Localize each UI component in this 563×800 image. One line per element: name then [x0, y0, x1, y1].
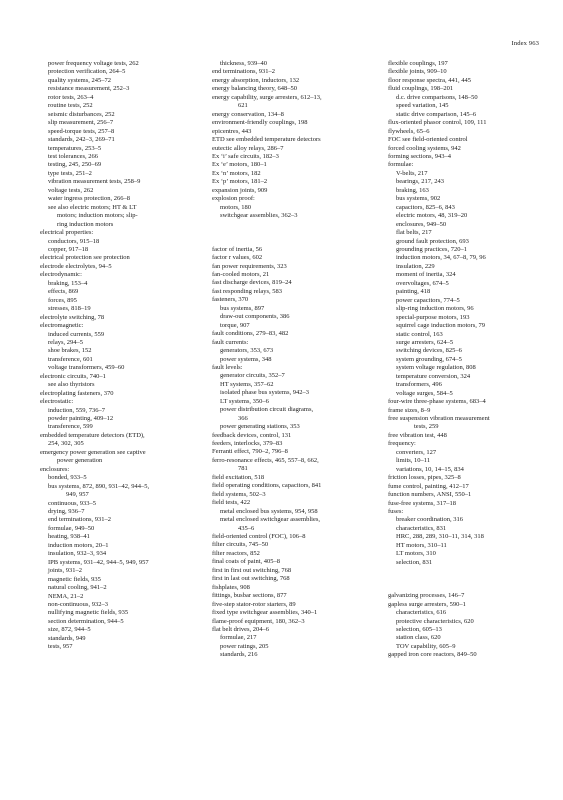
index-subentry: characteristics, 831	[396, 524, 447, 532]
index-subentry: generators, 353, 673	[220, 347, 274, 355]
index-entry: Ex ‘n’ motors, 182	[212, 169, 261, 177]
index-entry: formulae:	[388, 161, 414, 169]
index-subentry: quality systems, 245–72	[48, 76, 112, 84]
index-subentry: size, 872, 944–5	[48, 626, 91, 634]
index-entry: fixed type switchgear assemblies, 340–1	[212, 609, 318, 617]
index-subentry: joints, 931–2	[48, 567, 82, 575]
index-entry: emergency power generation see captive	[40, 448, 146, 456]
index-subentry: 366	[238, 414, 248, 422]
index-subentry: static drive comparison, 145–6	[396, 110, 477, 118]
index-subentry: LT motors, 310	[396, 550, 436, 558]
index-subentry: protection verification, 264–5	[48, 68, 126, 76]
index-subentry: speed variation, 145	[396, 102, 449, 110]
index-column-2	[212, 60, 390, 660]
index-subentry: 781	[238, 465, 248, 473]
index-subentry: formulae, 949–50	[48, 524, 95, 532]
index-subentry: insulation, 932–3, 934	[48, 550, 107, 558]
index-entry: filter circuits, 745–50	[212, 541, 269, 549]
index-subentry: power generating stations, 353	[220, 423, 300, 431]
index-entry: fluid couplings, 198–201	[388, 85, 454, 93]
index-subentry: selection, 831	[396, 558, 433, 566]
index-entry: flexible couplings, 197	[388, 60, 448, 67]
index-subentry: flat belts, 217	[396, 229, 432, 237]
index-entry: electrostatic:	[40, 398, 74, 406]
index-subentry: drying, 936–7	[48, 508, 85, 516]
index-subentry: voltage transformers, 459–60	[48, 364, 125, 372]
index-subentry: painting, 418	[396, 288, 431, 296]
index-entry: gapped iron core reactors, 849–50	[388, 651, 477, 659]
header-label: Index	[511, 40, 528, 47]
index-entry: forming sections, 943–4	[388, 152, 452, 160]
index-subentry: power distribution circuit diagrams,	[220, 406, 314, 414]
index-subentry: standards, 949	[48, 634, 86, 642]
index-entry: electrodynamic:	[40, 271, 82, 279]
index-entry: floor response spectra, 441, 445	[388, 76, 472, 84]
index-entry: field systems, 502–3	[212, 490, 266, 498]
index-entry: friction losses, pipes, 325–8	[388, 474, 461, 482]
letter-section-gap	[388, 567, 558, 592]
index-entry: electrolyte switching, 78	[40, 313, 105, 321]
index-subentry: HT systems, 357–62	[220, 380, 274, 388]
index-entry: free vibration test, 448	[388, 431, 447, 439]
index-entry: energy conservation, 134–8	[212, 110, 284, 118]
index-subentry: selection, 605–13	[396, 626, 442, 633]
index-subentry: induction motors, 34, 67–8, 79, 96	[396, 254, 486, 262]
index-subentry: test tolerances, 266	[48, 152, 98, 160]
index-entry: gapless surge arresters, 590–1	[388, 600, 466, 608]
index-subentry: torque, 907	[220, 321, 250, 329]
index-subentry: transference, 599	[48, 423, 93, 431]
index-subentry: generator circuits, 352–7	[220, 372, 285, 380]
index-subentry: motors, 180	[220, 203, 252, 211]
index-subentry: bearings, 217, 243	[396, 178, 445, 186]
index-entry: electrical properties:	[40, 229, 94, 237]
index-subentry: 254, 302, 305	[48, 440, 84, 448]
index-column-3	[388, 60, 558, 660]
index-subentry: overvoltages, 674–5	[396, 279, 449, 287]
index-subentry: braking, 153–4	[48, 279, 88, 287]
index-entry: Ex ‘p’ motors, 181–2	[212, 178, 268, 186]
index-entry: Ex ‘i’ safe circuits, 182–3	[212, 152, 279, 160]
index-subentry: shoe brakes, 152	[48, 347, 92, 355]
index-entry: field-oriented control (FOC), 106–8	[212, 533, 306, 541]
index-subentry: speed-torque tests, 257–8	[48, 127, 115, 135]
letter-section-gap	[212, 221, 390, 246]
index-subentry: nullifying magnetic fields, 935	[48, 609, 129, 617]
index-subentry: power ratings, 205	[220, 642, 269, 650]
index-subentry: power frequency voltage tests, 262	[48, 60, 139, 67]
index-subentry: switchgear assemblies, 362–3	[220, 212, 298, 220]
index-subentry: tests, 957	[48, 643, 73, 651]
index-subentry: seismic disturbances, 252	[48, 110, 115, 118]
index-subentry: TOV capability, 605–9	[396, 642, 456, 650]
index-subentry: LT systems, 350–6	[220, 397, 269, 405]
index-subentry: non-continuous, 932–3	[48, 601, 108, 608]
index-entry: fuses:	[388, 508, 404, 516]
index-subentry: see also thyristors	[48, 381, 95, 389]
index-subentry: rotor tests, 263–4	[48, 93, 94, 101]
index-entry: filter reactors, 852	[212, 549, 260, 557]
index-entry: five-step stator-rotor starters, 89	[212, 600, 296, 608]
running-header	[512, 40, 539, 47]
index-entry: eutectic alloy relays, 286–7	[212, 144, 284, 152]
index-subentry: bus systems, 902	[396, 195, 441, 203]
index-entry: FOC see field-oriented control	[388, 136, 468, 144]
index-subentry: 949, 957	[66, 491, 89, 499]
index-entry: enclosures:	[40, 465, 70, 473]
index-entry: electroplating fasteners, 370	[40, 389, 114, 397]
index-subentry: relays, 294–5	[48, 338, 84, 346]
index-entry: frequency:	[388, 440, 416, 448]
index-subentry: converters, 127	[396, 448, 437, 456]
index-subentry: metal enclosed switchgear assemblies,	[220, 516, 320, 524]
index-subentry: transference, 601	[48, 355, 93, 363]
index-subentry: transformers, 496	[396, 381, 442, 389]
index-entry: electromagnetic:	[40, 322, 84, 330]
index-subentry: voltage tests, 262	[48, 186, 94, 194]
index-entry: field tests, 422	[212, 499, 251, 507]
index-subentry: squirrel cage induction motors, 79	[396, 322, 485, 330]
index-entry: field excitation, 518	[212, 473, 265, 481]
index-entry: free suspension vibration measurement	[388, 415, 490, 423]
index-subentry: bus systems, 897	[220, 304, 265, 312]
index-subentry: type tests, 251–2	[48, 169, 92, 177]
index-subentry: characteristics, 616	[396, 609, 447, 617]
index-subentry: end terminations, 931–2	[48, 516, 112, 524]
index-entry: environment-friendly couplings, 198	[212, 119, 308, 127]
index-subentry: insulation, 229	[396, 262, 435, 270]
index-subentry: conductors, 915–18	[48, 237, 100, 245]
index-subentry: V-belts, 217	[396, 169, 428, 177]
index-entry: epicentres, 443	[212, 127, 252, 135]
index-subentry: variations, 10, 14–15, 834	[396, 465, 464, 473]
index-subentry: station class, 620	[396, 634, 441, 642]
index-entry: fasteners, 370	[212, 296, 249, 304]
index-subentry: voltage surges, 584–5	[396, 389, 453, 397]
index-subentry: effects, 869	[48, 288, 79, 296]
index-subentry: HT motors, 310–11	[396, 541, 447, 549]
index-subentry: induction motors, 20–1	[48, 541, 109, 549]
index-subentry: bus systems, 872, 890, 931–42, 944–5,	[48, 482, 150, 490]
index-subentry: IPB systems, 931–42, 944–5, 949, 957	[48, 558, 149, 566]
index-subentry: NEMA, 21–2	[48, 592, 84, 600]
index-subentry: braking, 163	[396, 186, 429, 194]
index-entry: fan power requirements, 323	[212, 262, 287, 270]
index-subentry: testing, 245, 250–69	[48, 161, 102, 169]
index-entry: fast responding relays, 583	[212, 287, 283, 295]
index-entry: function numbers, ANSI, 550–1	[388, 491, 472, 499]
index-subentry: stresses, 818–19	[48, 305, 91, 313]
index-subentry: HRC, 288, 289, 310–11, 314, 318	[396, 533, 484, 541]
index-entry: energy balancing theory, 648–50	[212, 85, 298, 93]
index-entry: flywheels, 65–6	[388, 127, 430, 135]
index-subentry: system voltage regulation, 808	[396, 364, 476, 372]
index-entry: electrical protection see protection	[40, 254, 130, 262]
index-entry: field operating conditions, capacitors, 841	[212, 482, 322, 490]
index-subentry: forces, 895	[48, 296, 77, 304]
index-entry: flux-oriented phasor control, 109, 111	[388, 119, 487, 127]
index-entry: electrode electrolytes, 94–5	[40, 262, 112, 270]
index-subentry: induced currents, 559	[48, 330, 105, 338]
index-subentry: heating, 938–41	[48, 533, 90, 541]
index-entry: fault levels:	[212, 363, 243, 371]
index-entry: embedded temperature detectors (ETD),	[40, 431, 145, 439]
index-subentry: special-purpose motors, 193	[396, 313, 470, 321]
index-entry: flexible joints, 909–10	[388, 68, 447, 76]
index-entry: fuse-free systems, 317–18	[388, 499, 457, 507]
index-subentry: continuous, 933–5	[48, 499, 97, 507]
index-entry: fishplates, 908	[212, 583, 250, 591]
index-subentry: see also electric motors; HT & LT	[48, 203, 137, 211]
index-subentry: magnetic fields, 935	[48, 575, 101, 583]
index-subentry: power generation	[57, 457, 103, 465]
index-column-1	[40, 60, 216, 652]
index-subentry: motors; induction motors; slip-	[57, 212, 138, 220]
index-entry: galvanizing processes, 146–7	[388, 592, 465, 600]
index-subentry: power capacitors, 774–5	[396, 296, 460, 304]
index-entry: first in first out switching, 768	[212, 566, 292, 574]
index-entry: fast discharge devices, 819–24	[212, 279, 292, 287]
index-entry: flat belt drives, 204–6	[212, 626, 270, 633]
index-subentry: vibration measurement tests, 258–9	[48, 178, 141, 186]
index-subentry: switching devices, 825–6	[396, 347, 462, 355]
index-entry: factor r values, 602	[212, 254, 263, 262]
index-subentry: grounding practices, 720–1	[396, 245, 467, 253]
index-subentry: slip-ring induction motors, 96	[396, 305, 474, 313]
page-number: 963	[528, 40, 539, 47]
index-entry: energy absorption, inductors, 132	[212, 76, 300, 84]
index-subentry: electric motors, 48, 319–20	[396, 212, 468, 220]
index-subentry: enclosures, 949–50	[396, 220, 447, 228]
index-subentry: isolated phase bus systems, 942–3	[220, 389, 310, 397]
index-subentry: moment of inertia, 324	[396, 271, 456, 279]
index-subentry: standards, 216	[220, 651, 258, 659]
index-subentry: bonded, 933–5	[48, 474, 87, 482]
index-entry: first in last out switching, 768	[212, 575, 290, 583]
index-entry: feeders, interlocks, 379–83	[212, 440, 283, 448]
index-subentry: temperature conversion, 324	[396, 372, 471, 380]
index-subentry: section determination, 944–5	[48, 617, 124, 625]
index-subentry: capacitors, 825–6, 843	[396, 203, 455, 211]
index-subentry: routine tests, 252	[48, 102, 93, 110]
index-entry: frame sizes, 8–9	[388, 406, 431, 414]
index-subentry: protective characteristics, 620	[396, 617, 474, 625]
index-subentry: temperatures, 253–5	[48, 144, 102, 152]
index-entry: fittings, busbar sections, 877	[212, 592, 287, 600]
index-subentry: 435–6	[238, 524, 255, 532]
index-subentry: resistance measurement, 252–3	[48, 85, 130, 93]
index-entry: fault conditions, 279–83, 482	[212, 330, 289, 338]
index-subentry: breaker coordination, 316	[396, 516, 463, 524]
index-subentry: power systems, 348	[220, 355, 272, 363]
index-subentry: slip measurement, 256–7	[48, 119, 114, 127]
index-entry: feedback devices, control, 131	[212, 431, 292, 439]
index-entry: fault currents:	[212, 338, 249, 346]
index-subentry: powder painting, 409–12	[48, 415, 114, 423]
index-subentry: limits, 10–11	[396, 457, 431, 465]
index-entry: factor of inertia, 56	[212, 245, 263, 253]
index-subentry: water ingress protection, 266–8	[48, 195, 130, 203]
index-subentry: ring induction motors	[57, 220, 114, 228]
index-subentry: induction, 559, 736–7	[48, 406, 106, 414]
index-entry: forced cooling systems, 942	[388, 144, 461, 152]
index-entry: electronic circuits, 740–1	[40, 372, 106, 380]
index-subentry: static control, 163	[396, 330, 443, 338]
index-entry: explosion proof:	[212, 195, 255, 203]
index-entry: final coats of paint, 405–8	[212, 558, 281, 566]
index-entry: end terminations, 931–2	[212, 68, 276, 76]
index-entry: Ferranti effect, 790–2, 796–8	[212, 448, 288, 456]
index-subentry: thickness, 939–40	[220, 60, 267, 67]
index-subentry: natural cooling, 941–2	[48, 584, 107, 592]
index-subentry: d.c. drive comparisons, 148–50	[396, 93, 478, 101]
index-subentry: tests, 259	[414, 423, 439, 431]
index-subentry: formulae, 217	[220, 634, 257, 642]
index-subentry: draw-out components, 386	[220, 313, 290, 321]
index-subentry: standards, 242–3, 269–71	[48, 136, 115, 144]
index-entry: ETD see embedded temperature detectors	[212, 136, 321, 144]
index-subentry: ground fault protection, 693	[396, 237, 469, 245]
index-entry: fan-cooled motors, 21	[212, 270, 270, 278]
index-subentry: system grounding, 674–5	[396, 355, 462, 363]
index-entry: fume control, painting, 412–17	[388, 482, 469, 490]
index-entry: Ex ‘e’ motors, 180–1	[212, 161, 267, 169]
index-entry: four-wire three-phase systems, 683–4	[388, 398, 486, 406]
index-subentry: surge arresters, 624–5	[396, 338, 454, 346]
index-subentry: copper, 917–18	[48, 245, 89, 253]
index-subentry: metal enclosed bus systems, 954, 958	[220, 507, 318, 515]
index-subentry: 621	[238, 102, 248, 110]
index-entry: expansion joints, 909	[212, 186, 268, 194]
index-entry: ferro-resonance effects, 465, 557–8, 662,	[212, 456, 319, 464]
index-entry: flame-proof equipment, 180, 362–3	[212, 617, 305, 625]
index-entry: energy capability, surge arresters, 612–13,	[212, 93, 322, 101]
